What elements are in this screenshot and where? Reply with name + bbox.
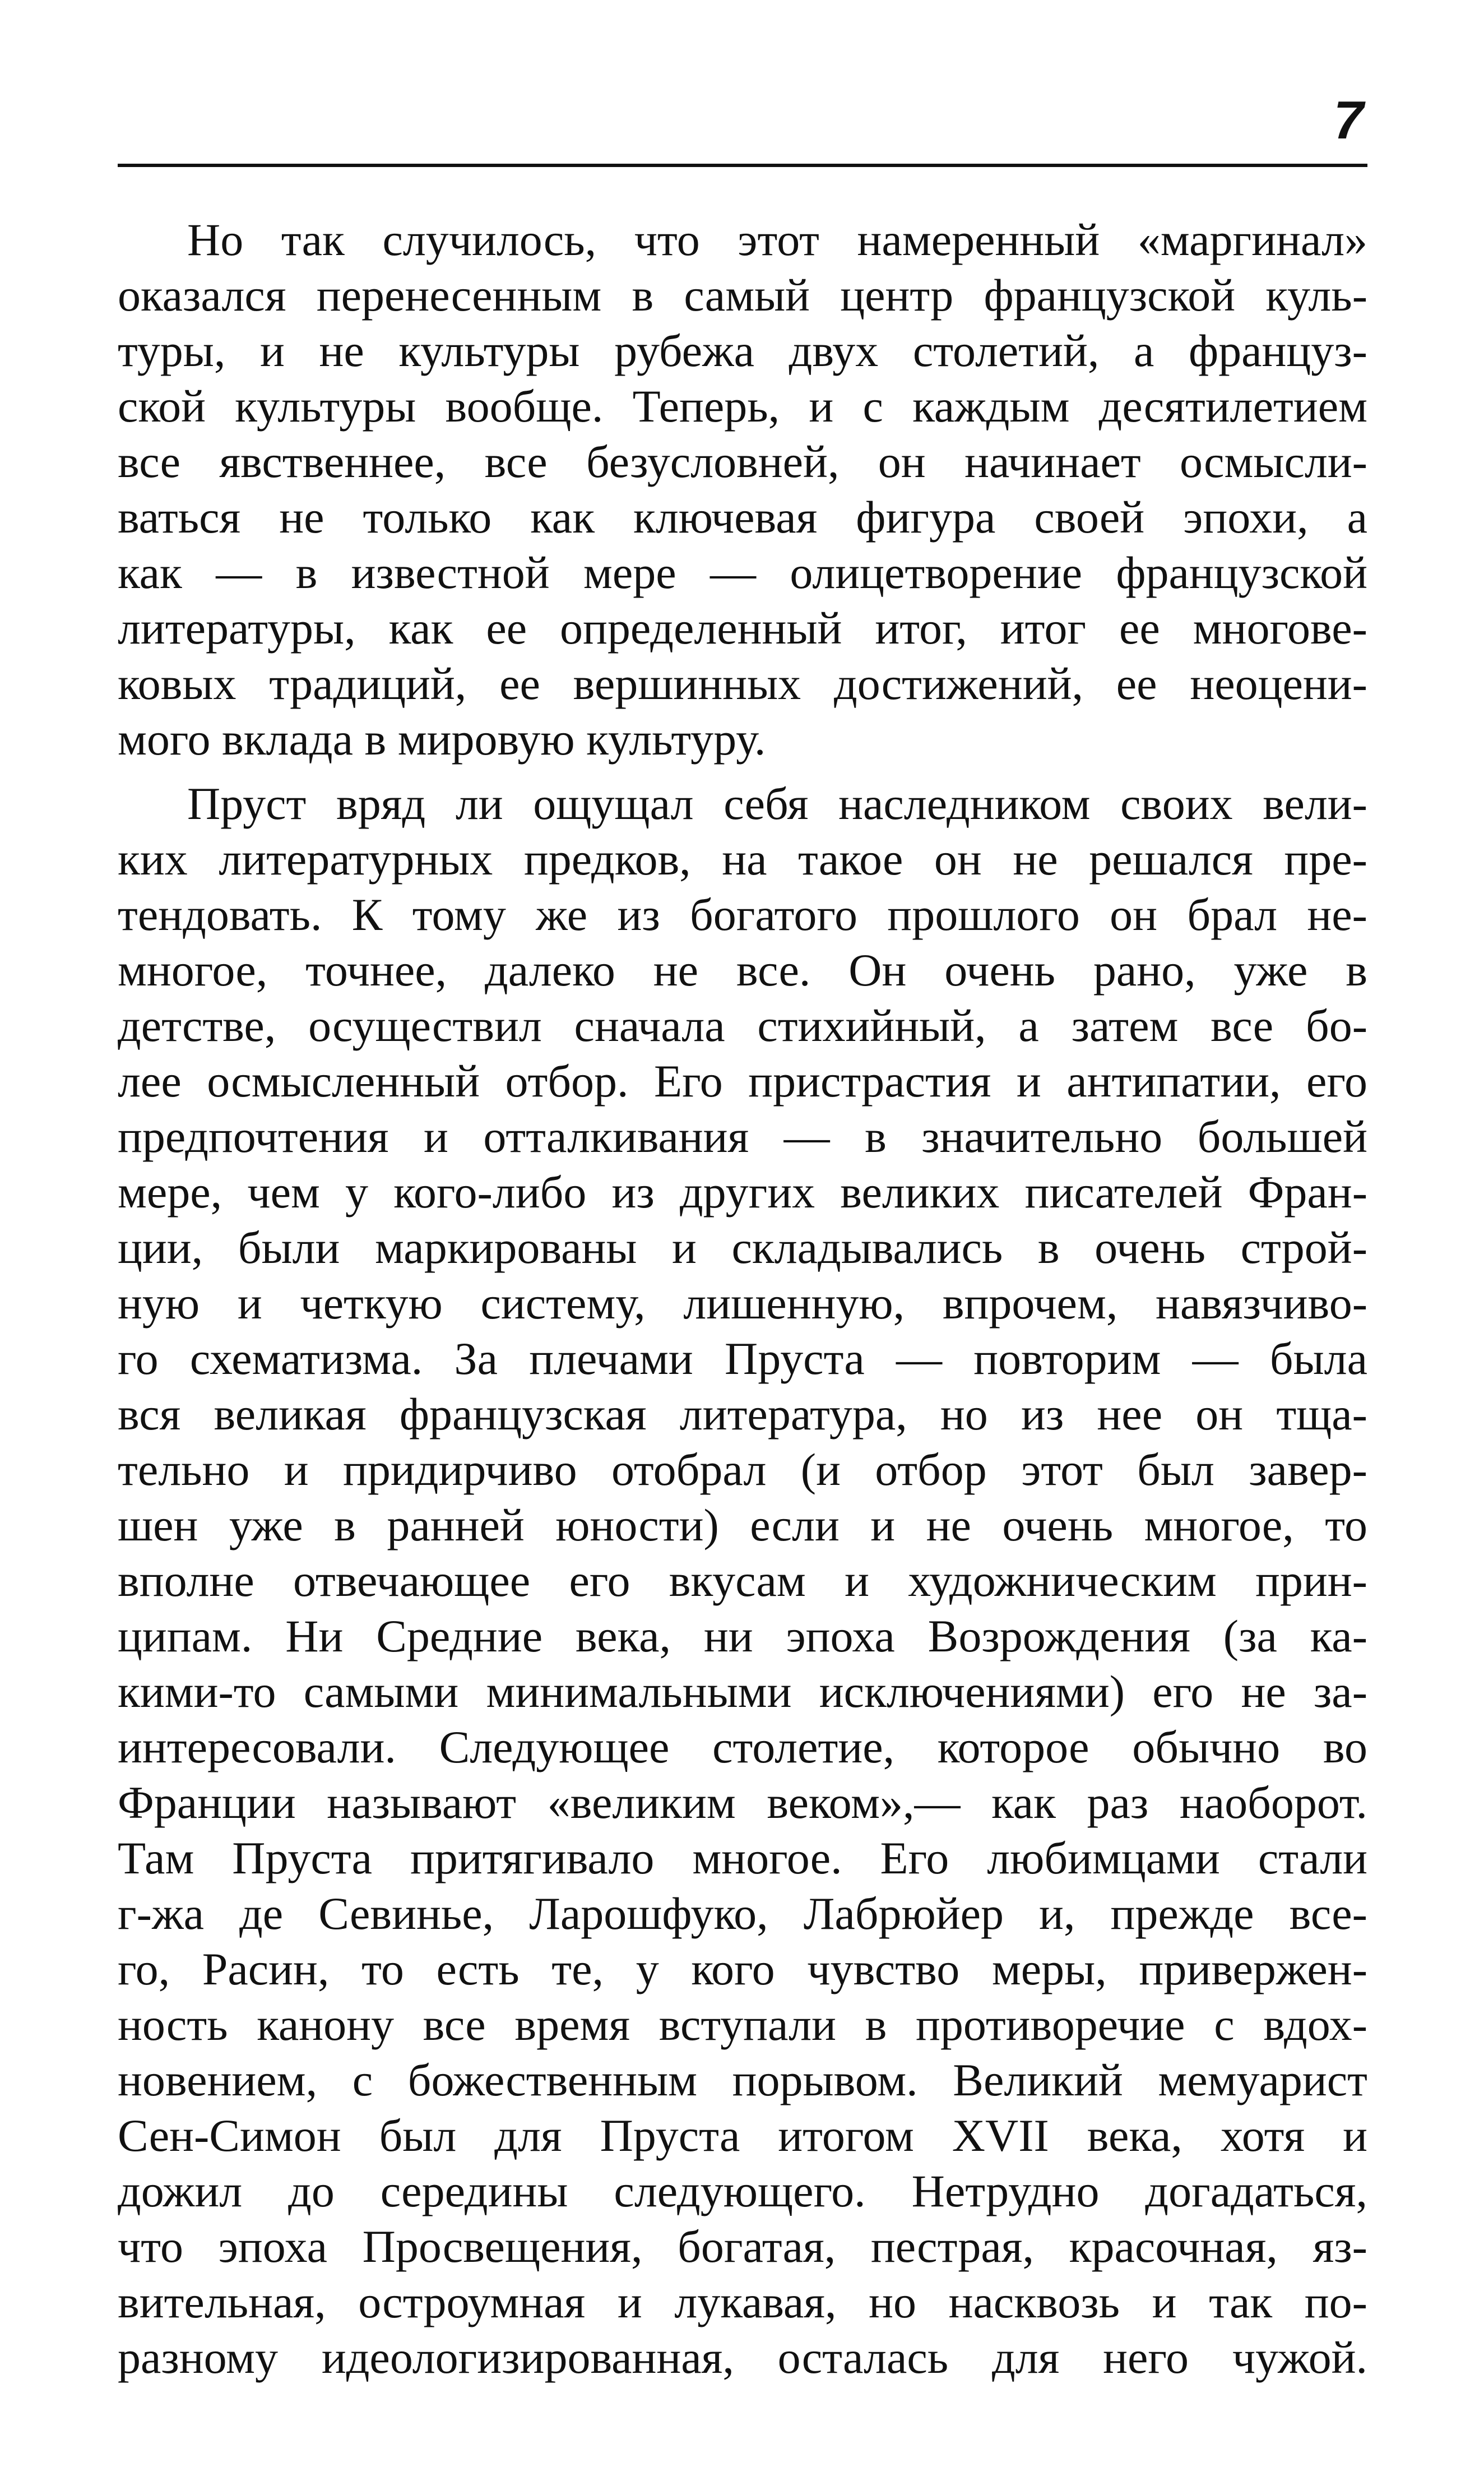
text-line: предпочтения и отталкивания — в значительно большей bbox=[118, 1111, 1367, 1162]
text-line: мере, чем у кого-либо из других великих писателей Фран- bbox=[118, 1167, 1367, 1218]
text-line: детстве, осуществил сначала стихийный, а затем все бо- bbox=[118, 1000, 1367, 1051]
text-line: Сен-Симон был для Пруста итогом XVII века, хотя и bbox=[118, 2110, 1367, 2161]
text-line: что эпоха Просвещения, богатая, пестрая, красочная, яз- bbox=[118, 2221, 1367, 2272]
text-line: Там Пруста притягивало многое. Его любимцами стали bbox=[118, 1832, 1367, 1883]
text-line: Но так случилось, что этот намеренный «маргинал» bbox=[187, 214, 1367, 265]
text-line: ции, были маркированы и складывались в очень строй- bbox=[118, 1222, 1367, 1273]
text-line: ковых традиций, ее вершинных достижений, ее неоцени- bbox=[118, 658, 1367, 709]
text-line: новением, с божественным порывом. Великий мемуарист bbox=[118, 2054, 1367, 2105]
text-line: лее осмысленный отбор. Его пристрастия и антипатии, его bbox=[118, 1056, 1367, 1107]
text-line: г-жа де Севинье, Ларошфуко, Лабрюйер и, прежде все- bbox=[118, 1888, 1367, 1939]
header-rule bbox=[118, 164, 1367, 167]
text-line: многое, точнее, далеко не все. Он очень рано, уже в bbox=[118, 945, 1367, 996]
page-number: 7 bbox=[1333, 90, 1364, 150]
text-line: тендовать. К тому же из богатого прошлого он брал не- bbox=[118, 889, 1367, 940]
paragraph-2 bbox=[118, 776, 1367, 2385]
text-line: интересовали. Следующее столетие, которое обычно во bbox=[118, 1721, 1367, 1772]
text-line: Франции называют «великим веком»,— как раз наоборот. bbox=[118, 1777, 1367, 1828]
text-line: оказался перенесенным в самый центр французской куль- bbox=[118, 270, 1367, 321]
text-line: разному идеологизированная, осталась для него чужой. bbox=[118, 2332, 1367, 2383]
text-line: ность канону все время вступали в противоречие с вдох- bbox=[118, 1999, 1367, 2050]
body-text bbox=[118, 212, 1367, 2394]
text-line: ких литературных предков, на такое он не решался пре- bbox=[118, 834, 1367, 885]
text-line: Пруст вряд ли ощущал себя наследником своих вели- bbox=[187, 778, 1367, 829]
text-line: как — в известной мере — олицетворение французской bbox=[118, 547, 1367, 598]
text-line: литературы, как ее определенный итог, итог ее многове- bbox=[118, 603, 1367, 654]
text-line: туры, и не культуры рубежа двух столетий, а француз- bbox=[118, 325, 1367, 376]
text-line: вительная, остроумная и лукавая, но насквозь и так по- bbox=[118, 2276, 1367, 2327]
text-line: вся великая французская литература, но из нее он тща- bbox=[118, 1389, 1367, 1440]
text-line: шен уже в ранней юности) если и не очень многое, то bbox=[118, 1499, 1367, 1551]
text-line: дожил до середины следующего. Нетрудно догадаться, bbox=[118, 2165, 1367, 2216]
text-line: тельно и придирчиво отобрал (и отбор этот был завер- bbox=[118, 1444, 1367, 1495]
text-line: ципам. Ни Средние века, ни эпоха Возрождения (за ка- bbox=[118, 1610, 1367, 1661]
text-line: ваться не только как ключевая фигура своей эпохи, а bbox=[118, 492, 1367, 543]
text-line: кими-то самыми минимальными исключениями) его не за- bbox=[118, 1666, 1367, 1717]
text-line: мого вклада в мировую культуру. bbox=[118, 714, 766, 765]
text-line: все явственнее, все безусловней, он начинает осмысли- bbox=[118, 436, 1367, 487]
text-line: го, Расин, то есть те, у кого чувство меры, привержен- bbox=[118, 1943, 1367, 1994]
text-line: вполне отвечающее его вкусам и художническим прин- bbox=[118, 1555, 1367, 1606]
paragraph-1 bbox=[118, 212, 1367, 767]
text-line: ную и четкую систему, лишенную, впрочем, навязчиво- bbox=[118, 1278, 1367, 1329]
text-line: го схематизма. За плечами Пруста — повторим — была bbox=[118, 1333, 1367, 1384]
text-line: ской культуры вообще. Теперь, и с каждым десятилетием bbox=[118, 381, 1367, 432]
